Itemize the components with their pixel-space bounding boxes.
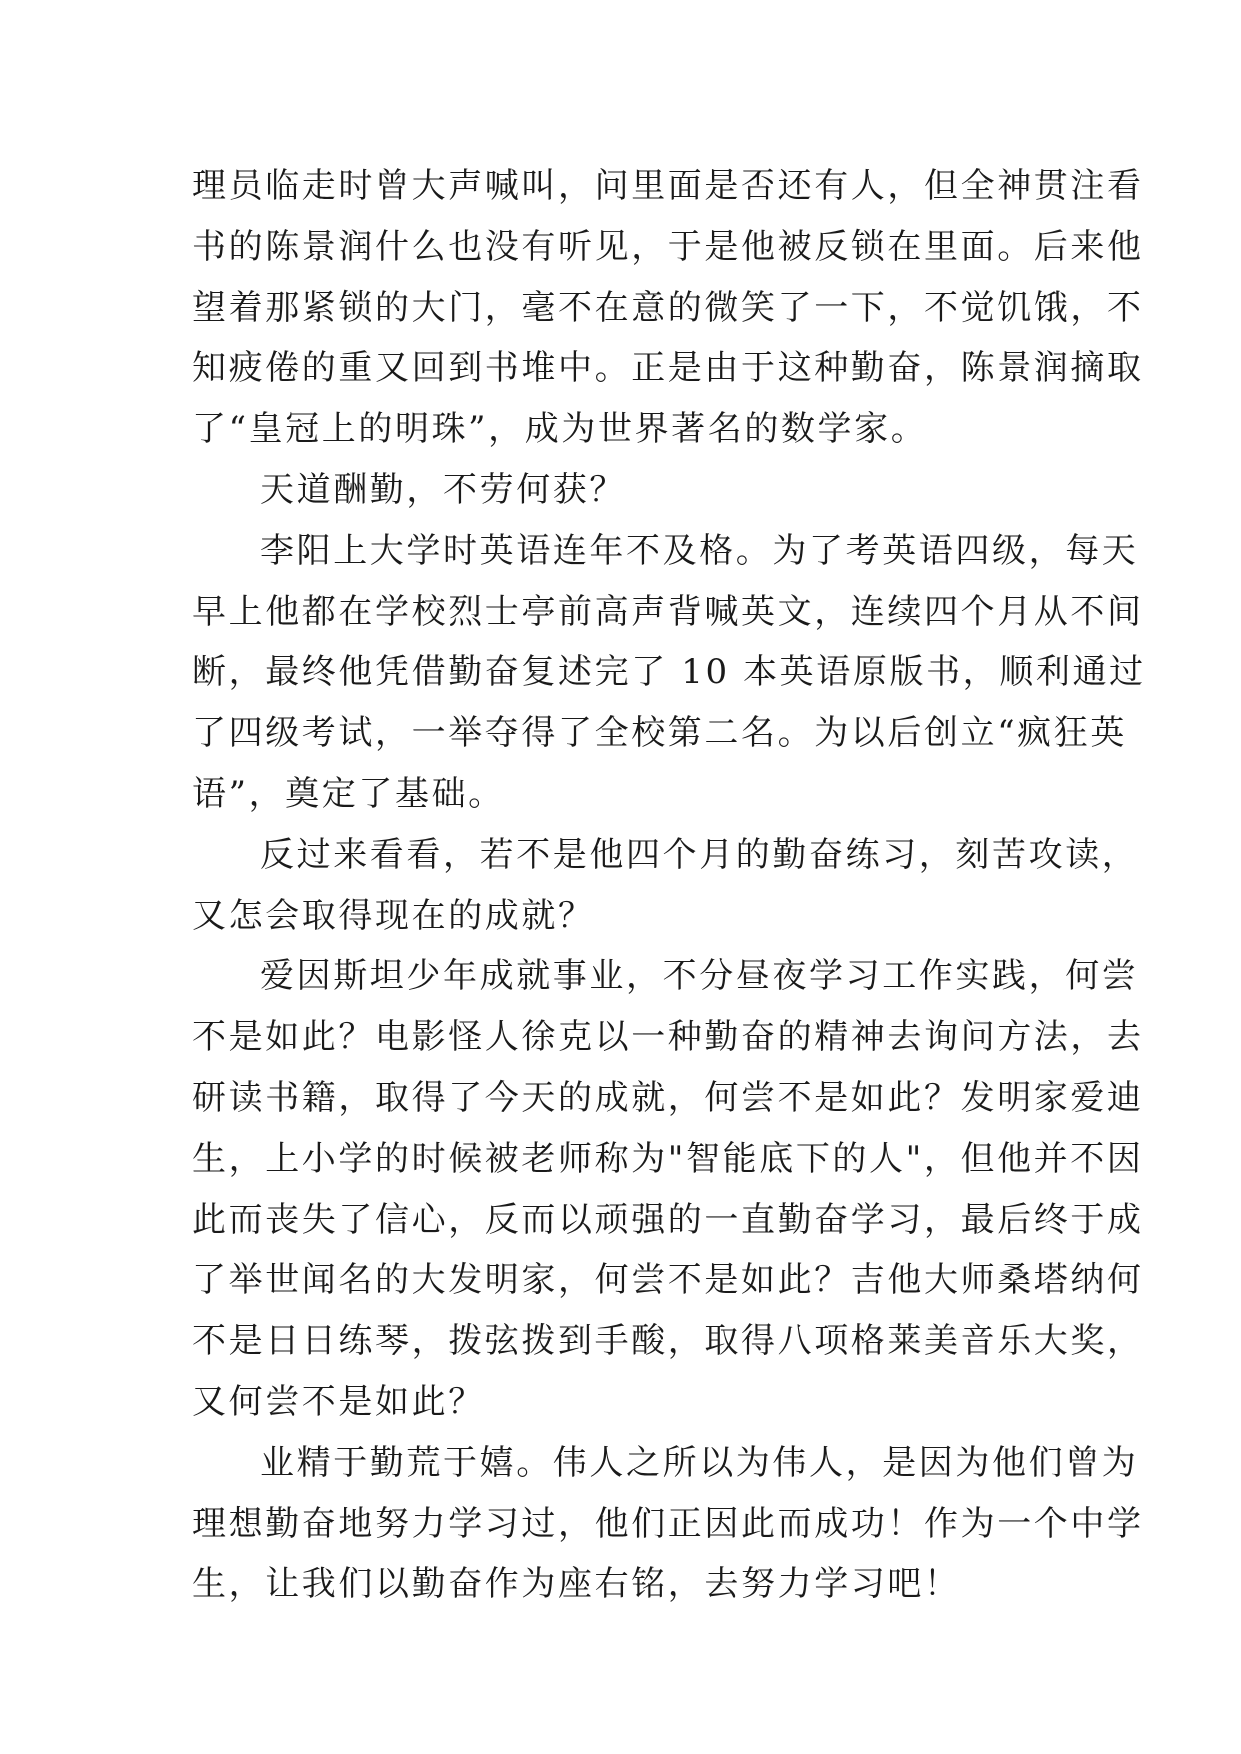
text-line: 生，上小学的时候被老师称为"智能底下的人"，但他并不因	[192, 1138, 1144, 1179]
essay-body	[192, 156, 1146, 1615]
text-line: 理员临走时曾大声喊叫，问里面是否还有人，但全神贯注看	[192, 166, 1144, 206]
text-line: 又何尝不是如此？	[192, 1381, 485, 1422]
text-line: 书的陈景润什么也没有听见，于是他被反锁在里面。后来他	[192, 226, 1144, 267]
text-line: 不是如此？电影怪人徐克以一种勤奋的精神去询问方法，去	[192, 1017, 1144, 1058]
text-line: 天道酬勤，不劳何获？	[260, 469, 626, 510]
text-line: 研读书籍，取得了今天的成就，何尝不是如此？发明家爱迪	[192, 1077, 1144, 1118]
text-line: 不是日日练琴，拨弦拨到手酸，取得八项格莱美音乐大奖，	[192, 1321, 1144, 1362]
text-line: 望着那紧锁的大门，毫不在意的微笑了一下，不觉饥饿，不	[192, 287, 1144, 328]
text-line: 爱因斯坦少年成就事业，不分昼夜学习工作实践，何尝	[260, 956, 1139, 997]
text-line: 知疲倦的重又回到书堆中。正是由于这种勤奋，陈景润摘取	[192, 348, 1144, 389]
text-line: 反过来看看，若不是他四个月的勤奋练习，刻苦攻读，	[260, 834, 1139, 875]
text-line: 语”，奠定了基础。	[192, 773, 505, 814]
text-line: 了四级考试，一举夺得了全校第二名。为以后创立“疯狂英	[192, 713, 1127, 754]
text-line: 此而丧失了信心，反而以顽强的一直勤奋学习，最后终于成	[192, 1199, 1144, 1240]
text-line: 李阳上大学时英语连年不及格。为了考英语四级，每天	[260, 530, 1139, 571]
text-line: 早上他都在学校烈士亭前高声背喊英文，连续四个月从不间	[192, 591, 1144, 632]
text-line: 生，让我们以勤奋作为座右铭，去努力学习吧！	[192, 1564, 961, 1605]
text-line: 又怎会取得现在的成就？	[192, 895, 595, 936]
text-line: 业精于勤荒于嬉。伟人之所以为伟人，是因为他们曾为	[260, 1442, 1139, 1483]
text-line: 了“皇冠上的明珠”，成为世界著名的数学家。	[192, 409, 928, 450]
text-line: 理想勤奋地努力学习过，他们正因此而成功！作为一个中学	[192, 1503, 1144, 1544]
text-line: 断，最终他凭借勤奋复述完了 10 本英语原版书，顺利通过	[192, 652, 1146, 693]
text-line: 了举世闻名的大发明家，何尝不是如此？吉他大师桑塔纳何	[192, 1260, 1144, 1301]
